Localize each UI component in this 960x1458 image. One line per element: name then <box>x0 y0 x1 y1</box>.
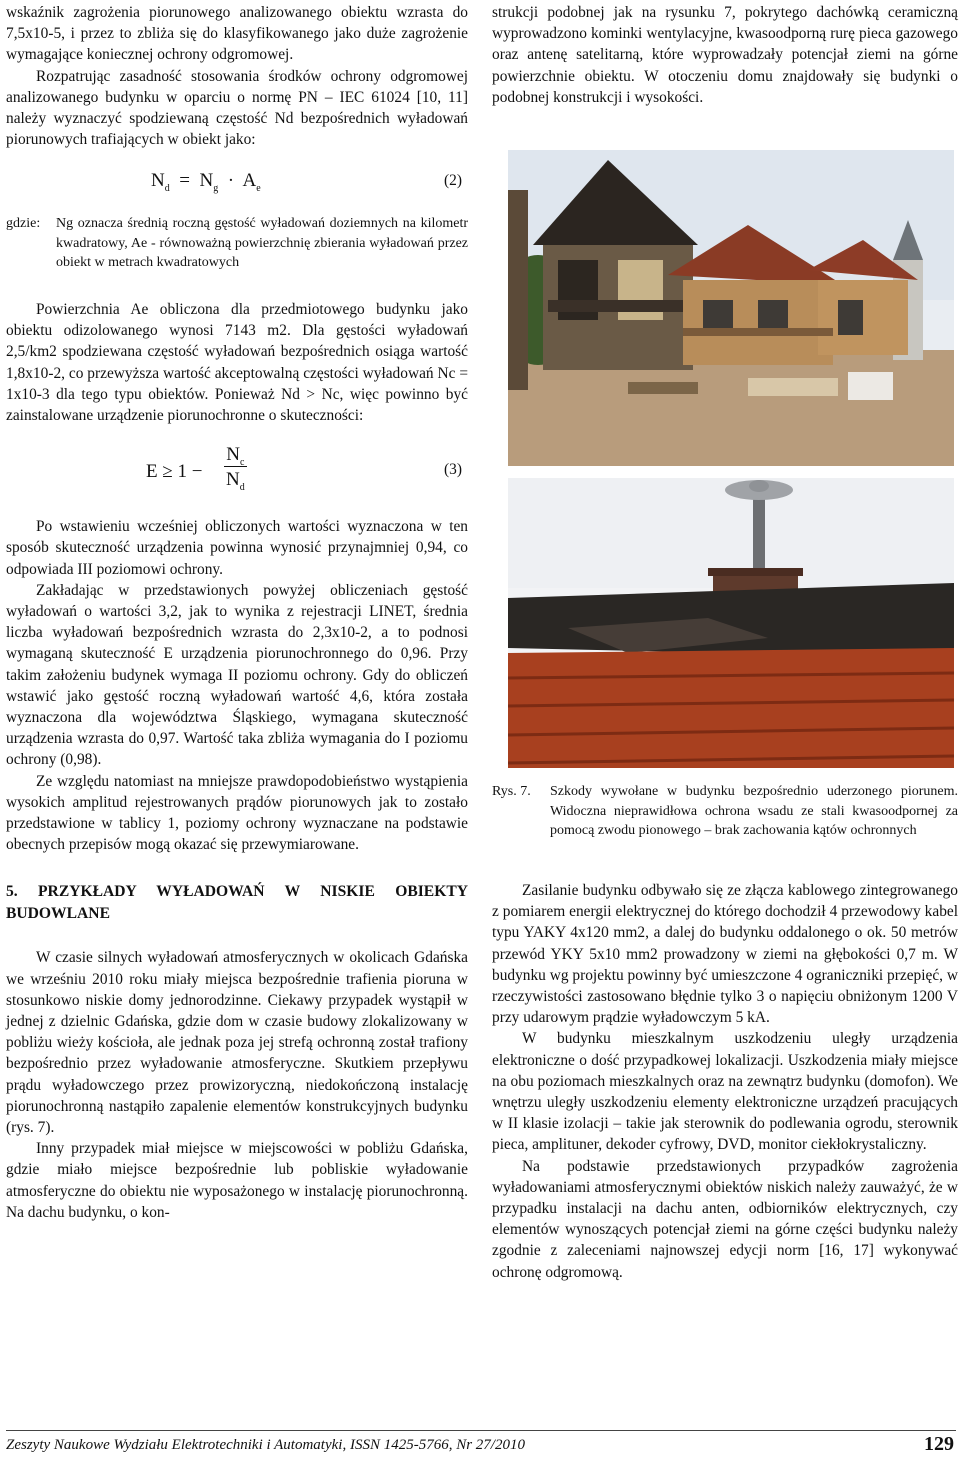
paragraph: Inny przypadek miał miejsce w miejscowości w pobliżu Gdańska, gdzie miało miejsce bezpośrednie lub pobliskie wyładowanie atmosferyczne do obiektu nie wyposażonego w instalację piorunochronną. Na dachu budynku, o kon- <box>6 1140 468 1221</box>
right-column-lower <box>492 880 958 1283</box>
paragraph: strukcji podobnej jak na rysunku 7, pokrytego dachówką ceramiczną wyprowadzono kominki wentylacyjne, kwasoodporną rurę pieca gazowego oraz antenę satelitarną, które wyprowadzały potencjał ziemi na górne powierzchnie obiektu. W otoczeniu domu znajdowały się budynki o podobnej konstrukcji i wysokości. <box>492 4 958 106</box>
house-photo <box>508 150 954 466</box>
equation-number: (2) <box>444 172 462 190</box>
paragraph: Po wstawieniu wcześniej obliczonych wartości wyznaczona w ten sposób skuteczność urządzenia powinna wynosić przynajmniej 0,94, co odpowiada III poziomowi ochrony. <box>6 518 468 578</box>
paragraph: Rozpatrując zasadność stosowania środków ochrony odgromowej analizowanego budynku w oparciu o normę PN – IEC 61024 [10, 11] należy wyznaczyć spodziewaną częstość Nd bezpośrednich wyładowań piorunowych trafiających w obiekt jako: <box>6 67 468 149</box>
paragraph: Zasilanie budynku odbywało się ze złącza kablowego zintegrowanego z pomiarem energii elektrycznej do którego dochodził 4 przewodowy kabel typu YAKY 4x120 mm2, a dalej do budynku oddalonego o ok. 50 metrów przewód YKY 5x10 mm2 prowadzony w ziemi na głębokości 0,7 m. W budynku wg projektu powinny być umieszczone 4 ograniczniki przepięć, w rzeczywistości zastosowano błędnie tylko 3 o napięciu obniżonym 1200 V przy udarowym prądzie wyładowczym 5 kA. <box>492 882 958 1027</box>
paragraph: Zakładając w przedstawionych powyżej obliczeniach gęstość wyładowań o wartości 3,2, jak to wynika z rejestracji LINET, średnia liczba wyładowań bezpośrednich wzrasta do 2,3x10-2, a to podnosi wymaganą skuteczność E urządzenia piorunochronnego do 0,96. Przy takim założeniu budynek wymaga II poziomu ochrony. Gdy do obliczeń wstawić jako gęstość roczną wyładowań wartość 4,6, która została wyznaczona dla województwa Śląskiego, wymagana skuteczność urządzenia wzrasta do 0,97. Wartość taka zbliża wymagania do I poziomu ochrony (0,98). <box>6 581 468 769</box>
section-heading: 5. PRZYKŁADY WYŁADOWAŃ W NISKIE OBIEKTY BUDOWLANE <box>6 883 468 923</box>
right-column <box>492 0 958 108</box>
paragraph: W budynku mieszkalnym uszkodzeniu uległy urządzenia elektroniczne o dość przypadkowej lokalizacji. Uszkodzenia miały miejsce na obu poziomach mieszkalnych oraz na zewnątrz budynku (domofon). We wnętrzu uległy uszkodzeniu elementy elektroniczne urządzeń pracujących w II klasie izolacji – takie jak sterownik do podlewania ogrodu, sterownik pieca, amplituner, dekoder cyfrowy, DVD, monitor ciekłokrystaliczny. <box>492 1030 958 1154</box>
page-footer <box>6 1430 956 1455</box>
paragraph: W czasie silnych wyładowań atmosferycznych w okolicach Gdańska we wrześniu 2010 roku miały miejsca bezpośrednie trafienia pioruna w stosunkowo niskie domy jednorodzinne. Ciekawy przypadek wystąpił w jednej z dzielnic Gdańska, gdzie dom w czasie budowy zlokalizowany w pobliżu wieży kościoła, ale jednak poza jej strefą ochronną został trafiony bezpośrednio przez wyładowanie atmosferyczne. Skutkiem przepływu prądu wyładowczego przez prowizoryczną, niedokończoną instalację piorunochronną nastąpiło zapalenie elementów konstrukcyjnych budynku (rys. 7). <box>6 949 468 1137</box>
paragraph: Powierzchnia Ae obliczona dla przedmiotowego budynku jako obiektu odizolowanego wynosi 7143 m2. Dla gęstości wyładowań 2,5/km2 spodziewana częstość wyładowań bezpośrednich osiąga wartość 1,8x10-2, co przewyższa wartość akceptowalną częstości wyładowań Nc = 1x10-3 dla tego typu obiektów. Ponieważ Nd > Nc, więc powinno być zainstalowane urządzenie piorunochronne o skuteczności: <box>6 300 468 424</box>
paragraph: Ze względu natomiast na mniejsze prawdopodobieństwo wystąpienia wysokich amplitud rejestrowanych prądów piorunowych jak to zostało przedstawione w tablicy 1, poziomy ochrony wyznaczane na podstawie obecnych przepisów mogą okazać się przewymiarowane. <box>6 772 468 854</box>
left-column <box>6 0 468 1223</box>
paragraph: wskaźnik zagrożenia piorunowego analizowanego obiektu wzrasta do 7,5x10-5, i przez to zbliża się do klasyfikowanego jako duże zagrożenie wymagające koniecznej ochrony odgromowej. <box>6 4 468 64</box>
equation-number: (3) <box>444 461 462 479</box>
paragraph: Na podstawie przedstawionych przypadków zagrożenia wyładowaniami atmosferycznymi obiektów niskich należy zauważyć, że w przypadku instalacji na dachu anten, odbiorników elektrycznych, czy elementów wynoszących potencjał ziemi na górne części budynku należy zgodnie z zaleceniami najnowszej edycji norm [16, 17] wykonywać ochronę odgromową. <box>492 1157 958 1281</box>
symbol-definitions: gdzie: Ng oznacza średnią roczną gęstość wyładowań doziemnych na kilometr kwadratowy, Ae - równoważną powierzchnię zbierania wyładowań przez obiekt w metrach kwadratowych <box>6 216 468 271</box>
equation-2: $N_d = N_g \cdot A_e$ (2) <box>151 170 462 195</box>
journal-name: Zeszyty Naukowe Wydziału Elektrotechniki i Automatyki, ISSN 1425-5766, Nr 27/2010 <box>6 1437 525 1453</box>
roof-photo <box>508 478 954 768</box>
page-number: 129 <box>924 1433 954 1455</box>
equation-3: E ≥ 1 − $N_c$ $N_d$ (3) <box>146 444 462 493</box>
figure-caption: Rys. 7. Szkody wywołane w budynku bezpośrednio uderzonego piorunem. Widoczna nieprawidłowa ochrona wsadu ze stali kwasoodpornej za pomocą zwodu pionowego – brak zachowania kątów ochronnych <box>492 784 958 838</box>
